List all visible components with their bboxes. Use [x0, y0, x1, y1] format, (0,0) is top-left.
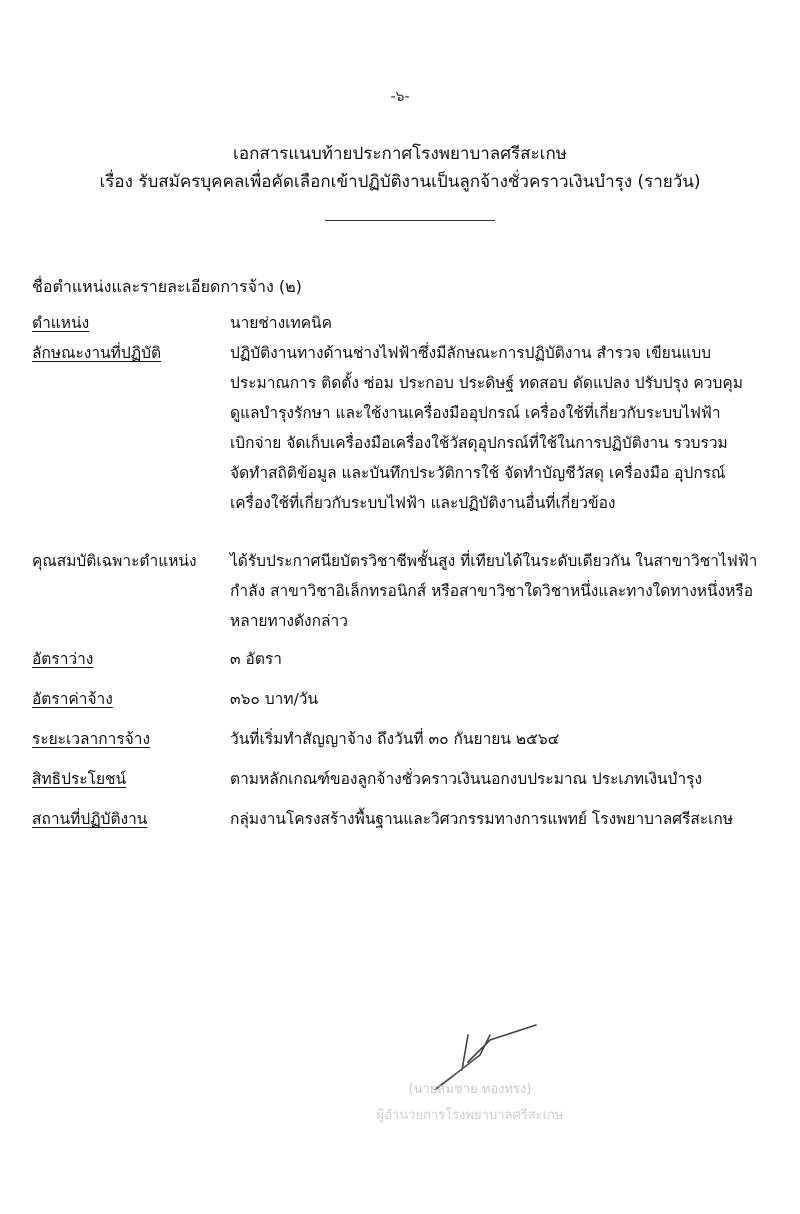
signatory-title: ผู้อำนวยการโรงพยาบาลศรีสะเกษ [376, 1108, 564, 1123]
duties-label: ลักษณะงานที่ปฏิบัติ [32, 344, 162, 362]
duties-line: จัดทำสถิติข้อมูล และบันทึกประวัติการใช้ จัดทำบัญชีวัสดุ เครื่องมือ อุปกรณ์ [230, 464, 726, 482]
section-heading: ชื่อตำแหน่งและรายละเอียดการจ้าง (๒) [32, 277, 302, 296]
signature-mark-icon [340, 1000, 560, 1090]
vacancies-text: ๓ อัตรา [230, 650, 282, 668]
qualifications-value [230, 546, 795, 636]
benefits-value [230, 764, 795, 794]
employment-period-text: วันที่เริ่มทำสัญญาจ้าง ถึงวันที่ ๓๐ กันยายน ๒๕๖๔ [230, 730, 560, 748]
employment-period-value [230, 724, 795, 754]
qualifications-line: หลายทางดังกล่าว [230, 612, 348, 630]
duties-line: เบิกจ่าย จัดเก็บเครื่องมือเครื่องใช้วัสดุอุปกรณ์ที่ใช้ในการปฏิบัติงาน รวบรวม [230, 434, 728, 452]
qualifications-line: กำลัง สาขาวิชาอิเล็กทรอนิกส์ หรือสาขาวิชาใดวิชาหนึ่งและทางใดทางหนึ่งหรือ [230, 582, 754, 600]
employment-period-label: ระยะเวลาการจ้าง [32, 730, 151, 748]
duties-line: ดูแลบำรุงรักษา และใช้งานเครื่องมืออุปกรณ์ เครื่องใช้ที่เกี่ยวกับระบบไฟฟ้า [230, 404, 721, 422]
wage-text: ๓๖๐ บาท/วัน [230, 690, 319, 708]
signature-block [340, 1000, 640, 1150]
workplace-text: กลุ่มงานโครงสร้างพื้นฐานและวิศวกรรมทางการแพทย์ โรงพยาบาลศรีสะเกษ [230, 810, 734, 828]
duties-line: ประมาณการ ติดตั้ง ซ่อม ประกอบ ประดิษฐ์ ทดสอบ ดัดแปลง ปรับปรุง ควบคุม [230, 374, 743, 392]
qualifications-label: คุณสมบัติเฉพาะตำแหน่ง [32, 552, 197, 570]
wage-value [230, 684, 795, 714]
qualifications-line: ได้รับประกาศนียบัตรวิชาชีพชั้นสูง ที่เทียบได้ในระดับเดียวกัน ในสาขาวิชาไฟฟ้า [230, 552, 758, 570]
position-label: ตำแหน่ง [32, 314, 90, 332]
position-text: นายช่างเทคนิค [230, 314, 333, 332]
workplace-value [230, 804, 795, 834]
vacancies-value [230, 644, 795, 674]
workplace-label: สถานที่ปฏิบัติงาน [32, 810, 148, 828]
document-title: เอกสารแนบท้ายประกาศโรงพยาบาลศรีสะเกษ [233, 144, 567, 164]
document-subject: เรื่อง รับสมัครบุคคลเพื่อคัดเลือกเข้าปฏิบัติงานเป็นลูกจ้างชั่วคราวเงินบำรุง (รายวัน) [99, 172, 701, 192]
benefits-text: ตามหลักเกณฑ์ของลูกจ้างชั่วคราวเงินนอกงบประมาณ ประเภทเงินบำรุง [230, 770, 703, 788]
duties-line: ปฏิบัติงานทางด้านช่างไฟฟ้าซึ่งมีลักษณะการปฏิบัติงาน สำรวจ เขียนแบบ [230, 344, 712, 362]
wage-label: อัตราค่าจ้าง [32, 690, 113, 708]
benefits-label: สิทธิประโยชน์ [32, 770, 127, 788]
vacancies-label: อัตราว่าง [32, 650, 94, 668]
page-number: -๖- [390, 89, 410, 105]
position-value [230, 308, 795, 338]
duties-value [230, 338, 795, 518]
signatory-name: (นายสมชาย ทองทรง) [408, 1082, 532, 1097]
duties-line: เครื่องใช้ที่เกี่ยวกับระบบไฟฟ้า และปฏิบัติงานอื่นที่เกี่ยวข้อง [230, 494, 616, 512]
title-divider [325, 220, 495, 221]
